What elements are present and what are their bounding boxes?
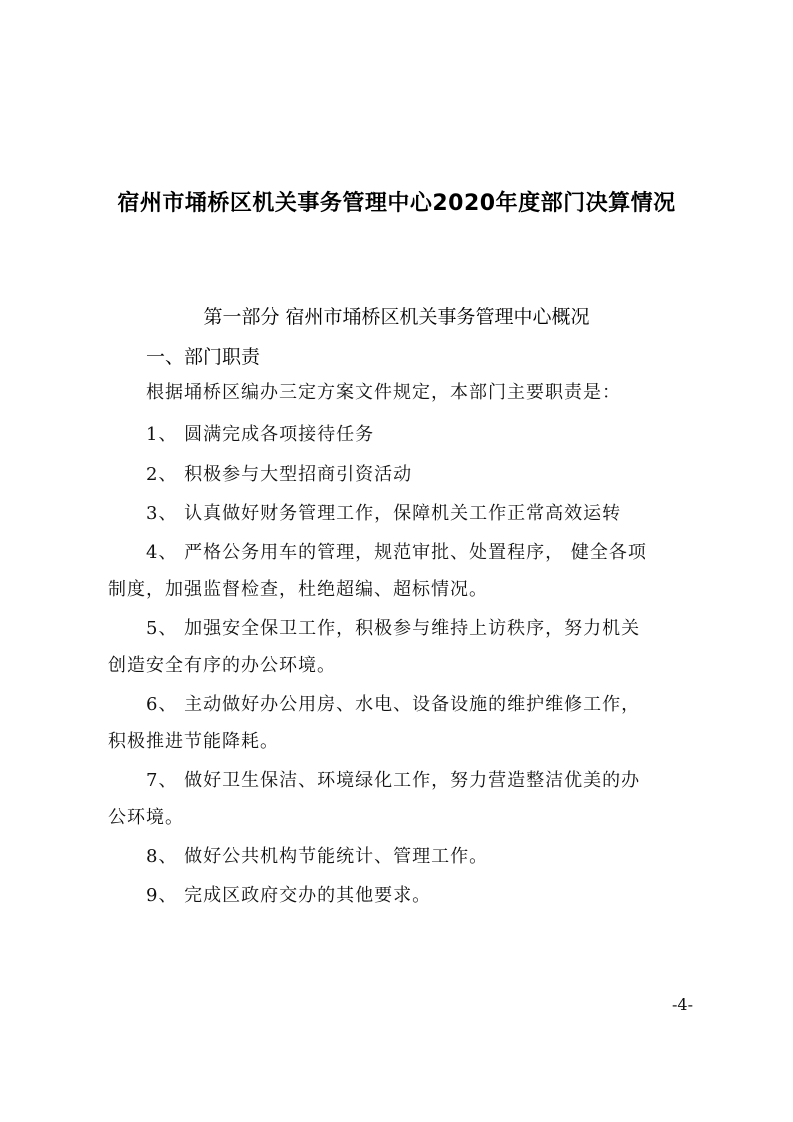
intro-paragraph: 根据埇桥区编办三定方案文件规定，本部门主要职责是： bbox=[146, 382, 621, 403]
duty-item-7-line-2: 公环境。 bbox=[108, 807, 184, 828]
duty-item-4-line-1: 4、 严格公务用车的管理，规范审批、处置程序， 健全各项 bbox=[146, 542, 647, 563]
duty-item-6-line-1: 6、 主动做好办公用房、水电、设备设施的维护维修工作， bbox=[146, 694, 641, 715]
duty-item-1: 1、 圆满完成各项接待任务 bbox=[146, 424, 375, 445]
duty-item-5-line-2: 创造安全有序的办公环境。 bbox=[108, 655, 336, 676]
duty-item-7-line-1: 7、 做好卫生保洁、环境绿化工作，努力营造整洁优美的办 bbox=[146, 770, 641, 791]
duty-item-3: 3、 认真做好财务管理工作，保障机关工作正常高效运转 bbox=[146, 503, 622, 524]
page-number: -4- bbox=[672, 995, 693, 1014]
duty-item-9: 9、 完成区政府交办的其他要求。 bbox=[146, 885, 432, 906]
document-title: 宿州市埇桥区机关事务管理中心2020年度部门决算情况 bbox=[117, 191, 676, 216]
part-heading: 第一部分 宿州市埇桥区机关事务管理中心概况 bbox=[203, 306, 590, 328]
section-heading: 一、部门职责 bbox=[146, 346, 261, 368]
duty-item-2: 2、 积极参与大型招商引资活动 bbox=[146, 464, 413, 485]
duty-item-5-line-1: 5、 加强安全保卫工作，积极参与维持上访秩序，努力机关 bbox=[146, 618, 641, 639]
duty-item-4-line-2: 制度，加强监督检查，杜绝超编、超标情况。 bbox=[108, 579, 488, 600]
duty-item-6-line-2: 积极推进节能降耗。 bbox=[108, 731, 279, 752]
duty-item-8: 8、 做好公共机构节能统计、管理工作。 bbox=[146, 846, 489, 867]
